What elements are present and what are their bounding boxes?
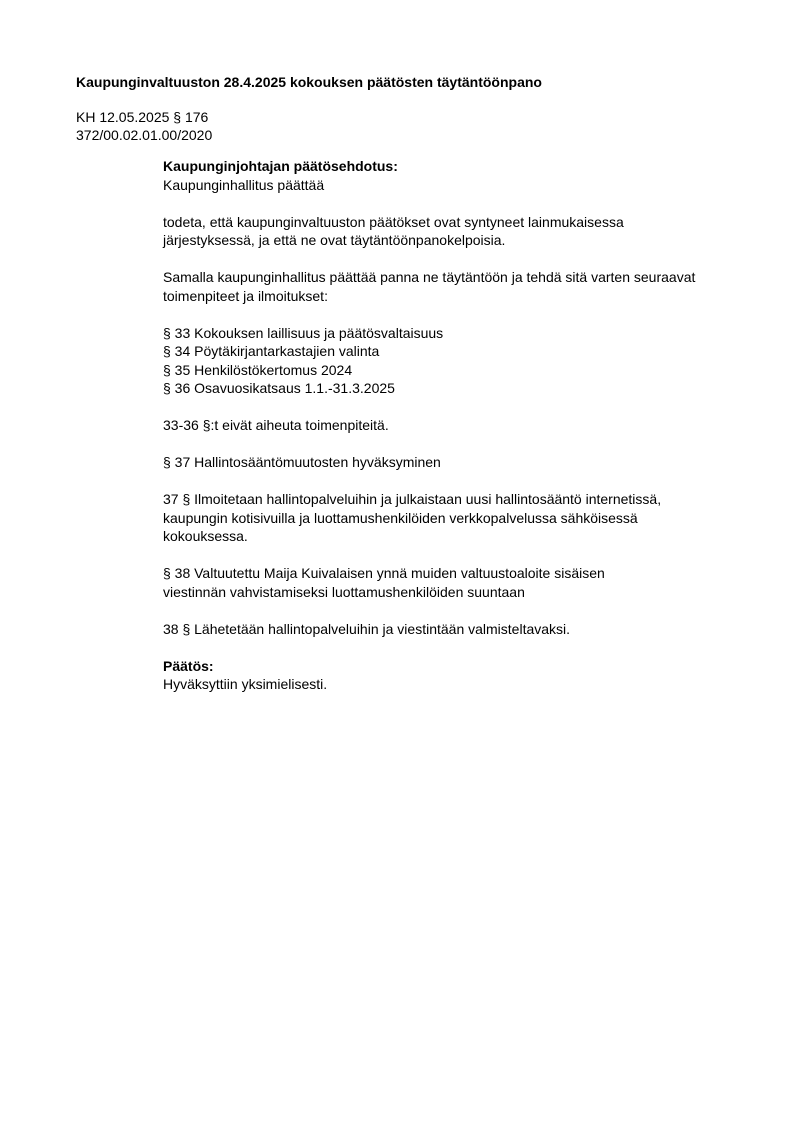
paragraph-line: järjestyksessä, ja että ne ovat täytäntöönpanokelpoisia. [163,232,506,248]
proposal-intro: Kaupunginhallitus päättää [163,176,325,193]
proposal-heading: Kaupunginjohtajan päätösehdotus: [163,158,398,174]
decision-heading: Päätös: [163,657,214,674]
paragraph-line: toimenpiteet ja ilmoitukset: [163,287,328,304]
section-38-heading: viestinnän vahvistamiseksi luottamushenkilöiden suuntaan [163,583,525,600]
decision-text: Hyväksyttiin yksimielisesti. [163,676,328,692]
section-item: § 33 Kokouksen laillisuus ja päätösvaltaisuus [163,324,444,341]
section-item: § 35 Henkilöstökertomus 2024 [163,361,353,378]
document-title: Kaupunginvaltuuston 28.4.2025 kokouksen päätösten täytäntöönpano [76,74,542,90]
record-number: 372/00.02.01.00/2020 [76,127,213,143]
section-item: § 36 Osavuosikatsaus 1.1.-31.3.2025 [163,380,395,396]
paragraph-line: todeta, että kaupunginvaltuuston päätökset ovat syntyneet lainmukaisessa [163,213,624,230]
section-38-action: 38 § Lähetetään hallintopalveluihin ja viestintään valmisteltavaksi. [163,620,571,637]
section-item: § 34 Pöytäkirjantarkastajien valinta [163,343,380,359]
meeting-reference: KH 12.05.2025 § 176 [76,109,209,125]
document-meta [76,108,212,144]
document-body [163,157,753,694]
paragraph-line: Samalla kaupunginhallitus päättää panna ne täytäntöön ja tehdä sitä varten seuraavat [163,269,696,285]
section-38-heading: § 38 Valtuutettu Maija Kuivalaisen ynnä muiden valtuustoaloite sisäisen [163,565,605,581]
section-37-text: 37 § Ilmoitetaan hallintopalveluihin ja julkaistaan uusi hallintosääntö internetissä, [163,491,662,507]
no-action-note: 33-36 §:t eivät aiheuta toimenpiteitä. [163,417,389,433]
section-37-heading: § 37 Hallintosääntömuutosten hyväksyminen [163,454,441,470]
section-37-text: kokouksessa. [163,528,248,544]
section-37-text: kaupungin kotisivuilla ja luottamushenkilöiden verkkopalvelussa sähköisessä [163,509,638,526]
